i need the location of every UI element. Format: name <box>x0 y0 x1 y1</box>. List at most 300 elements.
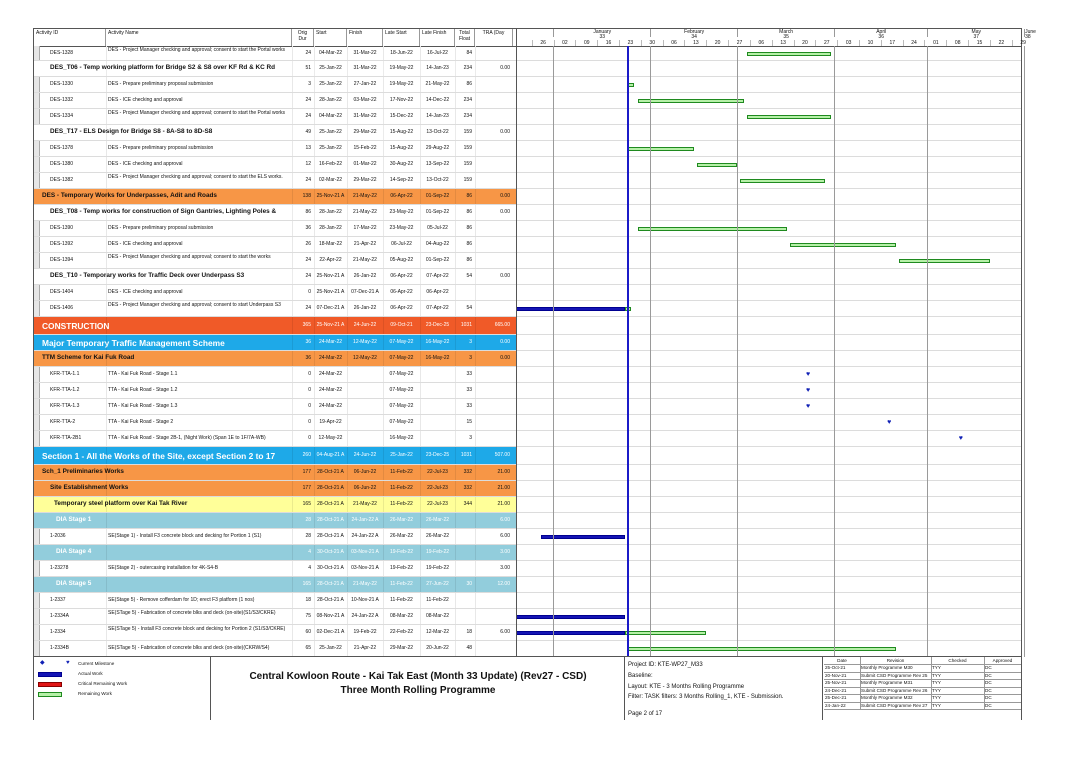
table-row[interactable] <box>34 625 1021 641</box>
column-divider <box>314 641 315 656</box>
outline-margin <box>34 221 40 236</box>
cell-finish <box>347 415 383 430</box>
column-divider <box>347 61 348 76</box>
cell-tf <box>455 513 475 528</box>
remaining-work-bar[interactable] <box>638 99 744 103</box>
cell-id: KFR-TTA-1.3 <box>50 403 80 409</box>
milestone-icon[interactable]: ♥ <box>887 419 892 426</box>
cell-tf: 54 <box>466 305 472 311</box>
cell-start: 24-Mar-22 <box>318 403 343 409</box>
column-divider <box>420 93 421 108</box>
table-row[interactable] <box>34 561 1021 577</box>
outline-margin <box>34 77 40 92</box>
column-divider <box>383 431 384 446</box>
month-week-label: 34 <box>691 34 697 40</box>
column-divider <box>475 109 476 124</box>
month-band: June 38 <box>1025 29 1036 40</box>
cell-lf: 19-Feb-22 <box>425 549 450 555</box>
column-divider <box>420 109 421 124</box>
week-label: 03 <box>845 40 852 46</box>
cell-id: KFR-TTA-1.2 <box>50 387 80 393</box>
column-divider <box>455 93 456 108</box>
remaining-work-bar[interactable] <box>747 115 831 119</box>
table-row[interactable] <box>34 431 1021 447</box>
column-divider <box>106 465 107 480</box>
column-divider <box>455 367 456 382</box>
remaining-work-bar[interactable] <box>625 631 706 635</box>
wbs-title: Site Establishment Works <box>50 484 129 491</box>
column-divider <box>455 253 456 268</box>
revision-cell: DC <box>985 702 992 708</box>
cell-lf: 21-May-22 <box>425 81 450 87</box>
cell-start: 28-Jan-22 <box>319 225 342 231</box>
cell-dur: 0 <box>308 371 311 377</box>
column-divider <box>292 317 293 334</box>
cell-finish: 26-Jan-22 <box>353 273 377 279</box>
cell-lf: 11-Feb-22 <box>426 597 449 603</box>
table-row[interactable] <box>34 157 1021 173</box>
cell-dur: 75 <box>305 613 311 619</box>
column-divider <box>347 77 348 92</box>
cell-lf: 26-Mar-22 <box>425 517 450 523</box>
cell-id: 1-2334 <box>50 629 66 635</box>
cell-dur: 18 <box>305 597 311 603</box>
cell-lf: 16-May-22 <box>425 339 450 345</box>
column-divider <box>292 61 293 76</box>
revision-cell: DC <box>985 695 992 700</box>
column-divider <box>475 367 476 382</box>
remaining-work-bar[interactable] <box>697 163 738 167</box>
cell-start: 04-Mar-22 <box>318 113 343 119</box>
cell-id: DES-1406 <box>50 305 74 311</box>
remaining-work-bar[interactable] <box>899 259 989 263</box>
table-row[interactable] <box>34 173 1021 189</box>
column-divider <box>292 641 293 656</box>
week-label: 20 <box>714 40 721 46</box>
cell-lf: 16-Jul-22 <box>427 50 448 56</box>
cell-dur: 36 <box>305 225 311 231</box>
cell-finish: 26-Jan-22 <box>353 305 377 311</box>
cell-start: 24-Mar-22 <box>318 355 343 361</box>
outline-margin <box>34 609 40 624</box>
milestone-icon[interactable]: ♥ <box>958 435 963 442</box>
milestone-icon[interactable]: ♥ <box>806 371 811 378</box>
week-label: 27 <box>736 40 743 46</box>
cell-dur: 24 <box>305 50 311 56</box>
column-divider <box>106 205 107 220</box>
week-label: 09 <box>583 40 590 46</box>
column-divider <box>347 253 348 268</box>
remaining-work-bar[interactable] <box>628 647 896 651</box>
column-divider <box>314 367 315 382</box>
actual-work-bar[interactable] <box>516 307 625 311</box>
milestone-icon[interactable]: ♥ <box>806 403 811 410</box>
wbs-title: TTM Scheme for Kai Fuk Road <box>42 354 135 361</box>
wbs-row[interactable] <box>34 351 1021 367</box>
column-divider <box>455 383 456 398</box>
month-band <box>737 29 834 40</box>
table-row[interactable] <box>34 641 1021 657</box>
table-row[interactable] <box>34 529 1021 545</box>
cell-lf: 01-Sep-22 <box>425 193 450 199</box>
column-divider <box>420 561 421 576</box>
outline-margin <box>34 431 40 446</box>
cell-tra <box>475 253 513 268</box>
cell-finish: 12-May-22 <box>353 355 377 361</box>
programme-title: Central Kowloon Route - Kai Tak East (Month 33 Update) (Rev27 - CSD) <box>249 671 587 682</box>
column-divider <box>347 545 348 560</box>
cell-id: DES-1332 <box>50 97 74 103</box>
wbs-title: DES_T10 - Temporary works for Traffic Deck over Underpass S3 <box>50 272 245 279</box>
column-divider <box>420 189 421 204</box>
column-divider <box>292 577 293 592</box>
column-divider <box>455 109 456 124</box>
cell-lf: 20-Jun-22 <box>426 645 449 651</box>
column-divider <box>314 351 315 366</box>
legend-label: Current Milestone <box>78 661 115 666</box>
cell-name: DES - Prepare preliminary proposal submission <box>108 145 214 151</box>
column-divider <box>106 415 107 430</box>
column-divider <box>292 189 293 204</box>
column-divider <box>455 221 456 236</box>
outline-margin <box>34 593 40 608</box>
actual-work-bar[interactable] <box>516 615 625 619</box>
column-header: Start <box>314 29 347 46</box>
table-row[interactable] <box>34 593 1021 609</box>
cell-finish: 21-May-22 <box>353 501 377 507</box>
cell-ls: 25-Jan-22 <box>390 452 413 458</box>
cell-dur: 4 <box>308 565 311 571</box>
table-row[interactable] <box>34 93 1021 109</box>
column-divider <box>106 447 107 464</box>
outline-margin <box>34 109 40 124</box>
column-divider <box>314 46 315 60</box>
week-label: 06 <box>758 40 765 46</box>
table-row[interactable] <box>34 285 1021 301</box>
column-header: Finish <box>347 29 383 46</box>
cell-dur: 177 <box>302 485 311 491</box>
page-number: Page 2 of 17 <box>628 711 663 717</box>
outline-margin <box>34 301 40 316</box>
cell-ls: 19-Feb-22 <box>389 549 414 555</box>
cell-finish: 21-May-22 <box>353 209 377 215</box>
cell-tf <box>455 593 475 608</box>
milestone-icon[interactable]: ♥ <box>806 387 811 394</box>
column-divider <box>347 481 348 496</box>
revision-rule <box>824 709 1021 710</box>
week-label: 06 <box>671 40 677 46</box>
column-divider <box>314 189 315 204</box>
cell-tf: 1031 <box>460 322 472 328</box>
cell-name: SE(Stage 5) - Remove cofferdam for 1D; erect F3 platform (1 nos) <box>108 597 255 603</box>
column-divider <box>383 593 384 608</box>
table-row[interactable] <box>34 399 1021 415</box>
wbs-row[interactable] <box>34 545 1021 561</box>
remaining-work-bar[interactable] <box>740 179 824 183</box>
column-divider <box>314 593 315 608</box>
cell-finish: 29-Mar-22 <box>353 177 377 183</box>
cell-name: TTA - Kai Fuk Road - Stage 1.1 <box>108 371 178 377</box>
outline-margin <box>34 141 40 156</box>
cell-tra <box>475 237 513 252</box>
cell-id: DES-1390 <box>50 225 74 231</box>
wbs-row[interactable] <box>34 317 1021 335</box>
cell-tf: 54 <box>466 273 472 279</box>
column-divider <box>383 577 384 592</box>
footer-divider <box>210 657 211 720</box>
wbs-row[interactable] <box>34 61 1021 77</box>
column-divider <box>292 447 293 464</box>
week-label: 22 <box>998 40 1005 46</box>
cell-start: 28-Oct-21 A <box>317 517 344 523</box>
column-divider <box>314 317 315 334</box>
column-divider <box>314 497 315 512</box>
column-divider <box>383 46 384 60</box>
column-divider <box>383 173 384 188</box>
cell-ls: 18-Jun-22 <box>390 50 413 56</box>
week-label: 23 <box>627 40 634 46</box>
column-divider <box>475 46 476 60</box>
column-divider <box>420 545 421 560</box>
column-divider <box>383 351 384 366</box>
actual-work-bar[interactable] <box>516 631 625 635</box>
column-divider <box>455 317 456 334</box>
table-row[interactable] <box>34 609 1021 625</box>
cell-start: 12-May-22 <box>318 435 343 441</box>
month-label: May <box>971 29 981 35</box>
cell-start: 28-Oct-21 A <box>317 597 344 603</box>
column-divider <box>475 641 476 656</box>
outline-margin <box>34 157 40 172</box>
cell-id: 1-2334A <box>50 613 69 619</box>
table-row[interactable] <box>34 141 1021 157</box>
remaining-work-bar[interactable] <box>790 243 896 247</box>
table-row[interactable] <box>34 221 1021 237</box>
wbs-row[interactable] <box>34 497 1021 513</box>
cell-lf <box>420 415 455 430</box>
column-divider <box>347 609 348 624</box>
cell-lf: 23-Dec-25 <box>425 452 450 458</box>
column-divider <box>314 157 315 172</box>
week-label: 13 <box>780 40 786 46</box>
cell-tf: 15 <box>466 419 472 425</box>
cell-name: DES - ICE checking and approval <box>108 289 183 295</box>
cell-ls: 19-May-22 <box>389 81 414 87</box>
week-label: 17 <box>889 40 896 46</box>
cell-finish: 15-Feb-22 <box>353 145 377 151</box>
revision-divider <box>984 657 985 710</box>
cell-name: TTA - Kai Fuk Road - Stage 1.3 <box>108 403 178 409</box>
cell-lf: 14-Jan-23 <box>426 65 449 71</box>
column-divider <box>347 141 348 156</box>
cell-start: 25-Jan-22 <box>319 65 342 71</box>
column-divider <box>347 109 348 124</box>
column-divider <box>106 577 107 592</box>
column-divider <box>292 561 293 576</box>
cell-name: TTA - Kai Fuk Road - Stage 2B-1, (Night Work) (Span 1E to 1F/7A-WB) <box>108 435 266 441</box>
column-divider <box>314 625 315 640</box>
wbs-title: DIA Stage 4 <box>56 548 92 555</box>
column-divider <box>420 253 421 268</box>
cell-finish: 31-Mar-22 <box>353 50 377 56</box>
cell-name: DES - Project Manager checking and approval; consent to start the works <box>108 254 271 260</box>
cell-ls: 09-Oct-21 <box>390 322 413 328</box>
revision-cell: 25-Nov-21 <box>825 680 847 685</box>
cell-dur: 28 <box>305 517 311 523</box>
table-row[interactable] <box>34 383 1021 399</box>
column-divider <box>455 641 456 656</box>
column-divider <box>292 125 293 140</box>
column-divider <box>106 481 107 496</box>
column-divider <box>314 447 315 464</box>
column-divider <box>314 431 315 446</box>
revision-cell: 25-Dec-21 <box>825 695 847 700</box>
table-row[interactable] <box>34 46 1021 61</box>
month-week-label: 33 <box>599 34 605 40</box>
cell-finish <box>347 431 383 446</box>
column-divider <box>347 399 348 414</box>
wbs-row[interactable] <box>34 189 1021 205</box>
remaining-work-bar[interactable] <box>747 52 831 56</box>
table-row[interactable] <box>34 301 1021 317</box>
wbs-row[interactable] <box>34 513 1021 529</box>
column-divider <box>383 253 384 268</box>
column-divider <box>347 125 348 140</box>
wbs-row[interactable] <box>34 125 1021 141</box>
column-divider <box>383 513 384 528</box>
column-divider <box>475 221 476 236</box>
wbs-row[interactable] <box>34 577 1021 593</box>
column-divider <box>314 383 315 398</box>
column-divider <box>314 609 315 624</box>
wbs-row[interactable] <box>34 447 1021 465</box>
cell-ls: 22-Feb-22 <box>389 629 414 635</box>
cell-tf <box>455 545 475 560</box>
cell-start: 30-Oct-21 A <box>317 549 344 555</box>
table-row[interactable] <box>34 253 1021 269</box>
column-divider <box>383 221 384 236</box>
column-header: Orig Dur <box>292 29 314 46</box>
cell-start: 28-Jan-22 <box>319 209 342 215</box>
milestone-icon: ◆ <box>40 660 45 666</box>
column-divider <box>455 61 456 76</box>
table-row[interactable] <box>34 109 1021 125</box>
week-label: 30 <box>649 40 655 46</box>
column-divider <box>292 301 293 316</box>
cell-tra: 0.00 <box>500 273 510 279</box>
cell-tra: 12.00 <box>497 581 510 587</box>
outline-margin <box>34 173 40 188</box>
table-row[interactable] <box>34 77 1021 93</box>
cell-dur: 26 <box>305 241 311 247</box>
layout-name: Layout: KTE - 3 Months Rolling Programme <box>628 684 745 690</box>
wbs-row[interactable] <box>34 481 1021 497</box>
cell-finish: 06-Jun-22 <box>353 485 377 491</box>
cell-tra: 0.00 <box>500 65 510 71</box>
cell-tf: 33 <box>466 387 472 393</box>
column-divider <box>383 189 384 204</box>
remaining-work-bar[interactable] <box>638 227 788 231</box>
wbs-row[interactable] <box>34 269 1021 285</box>
column-divider <box>383 269 384 284</box>
wbs-row[interactable] <box>34 335 1021 351</box>
cell-ls: 11-Feb-22 <box>390 597 413 603</box>
column-divider <box>383 125 384 140</box>
cell-tf: 86 <box>466 257 472 263</box>
column-divider <box>455 399 456 414</box>
cell-start: 25-Jan-22 <box>319 145 342 151</box>
cell-lf: 04-Aug-22 <box>425 241 450 247</box>
cell-finish: 21-May-22 <box>353 257 377 263</box>
table-row[interactable] <box>34 237 1021 253</box>
cell-start: 25-Nov-21 A <box>316 322 345 328</box>
cell-name: DES - Project Manager checking and approval; consent to start the Portal works <box>108 110 286 116</box>
month-label: March <box>779 29 794 35</box>
cell-start: 28-Jan-22 <box>319 97 342 103</box>
column-divider <box>106 93 107 108</box>
table-header <box>34 29 1036 47</box>
cell-tra <box>475 593 513 608</box>
table-row[interactable] <box>34 415 1021 431</box>
column-divider <box>475 77 476 92</box>
cell-ls: 23-May-22 <box>389 209 414 215</box>
cell-tf: 86 <box>466 81 472 87</box>
month-week-label: 35 <box>783 34 789 40</box>
revision-cell: 25-Oct-21 <box>825 665 846 670</box>
table-row[interactable] <box>34 367 1021 383</box>
column-divider <box>420 415 421 430</box>
cell-tf: 3 <box>469 355 472 361</box>
cell-dur: 60 <box>305 629 311 635</box>
remaining-work-bar[interactable] <box>628 147 693 151</box>
column-divider <box>292 383 293 398</box>
cell-dur: 0 <box>308 289 311 295</box>
column-divider <box>383 399 384 414</box>
cell-tra: 0.00 <box>500 129 510 135</box>
column-divider <box>106 399 107 414</box>
column-divider <box>420 335 421 350</box>
wbs-row[interactable] <box>34 465 1021 481</box>
column-divider <box>106 77 107 92</box>
cell-dur: 24 <box>305 113 311 119</box>
cell-start: 28-Oct-21 A <box>317 501 344 507</box>
column-divider <box>383 529 384 544</box>
column-divider <box>455 593 456 608</box>
wbs-title: Major Temporary Traffic Management Scheme <box>42 338 225 348</box>
cell-lf: 16-May-22 <box>425 355 450 361</box>
column-divider <box>475 383 476 398</box>
cell-id: 1-2337 <box>50 597 66 603</box>
column-divider <box>314 415 315 430</box>
column-divider <box>475 593 476 608</box>
cell-lf: 14-Jan-23 <box>426 113 449 119</box>
column-divider <box>347 301 348 316</box>
cell-lf: 01-Sep-22 <box>425 257 450 263</box>
cell-start: 19-Apr-22 <box>319 419 342 425</box>
cell-tf: 234 <box>463 113 472 119</box>
column-divider <box>383 367 384 382</box>
wbs-row[interactable] <box>34 205 1021 221</box>
cell-tra: 6.00 <box>500 533 510 539</box>
column-divider <box>106 625 107 640</box>
cell-dur: 260 <box>302 452 311 458</box>
column-divider <box>347 431 348 446</box>
cell-start: 28-Oct-21 A <box>317 469 344 475</box>
column-divider <box>475 351 476 366</box>
cell-lf: 22-Jul-23 <box>427 485 448 491</box>
column-divider <box>420 609 421 624</box>
footer <box>34 656 1021 720</box>
